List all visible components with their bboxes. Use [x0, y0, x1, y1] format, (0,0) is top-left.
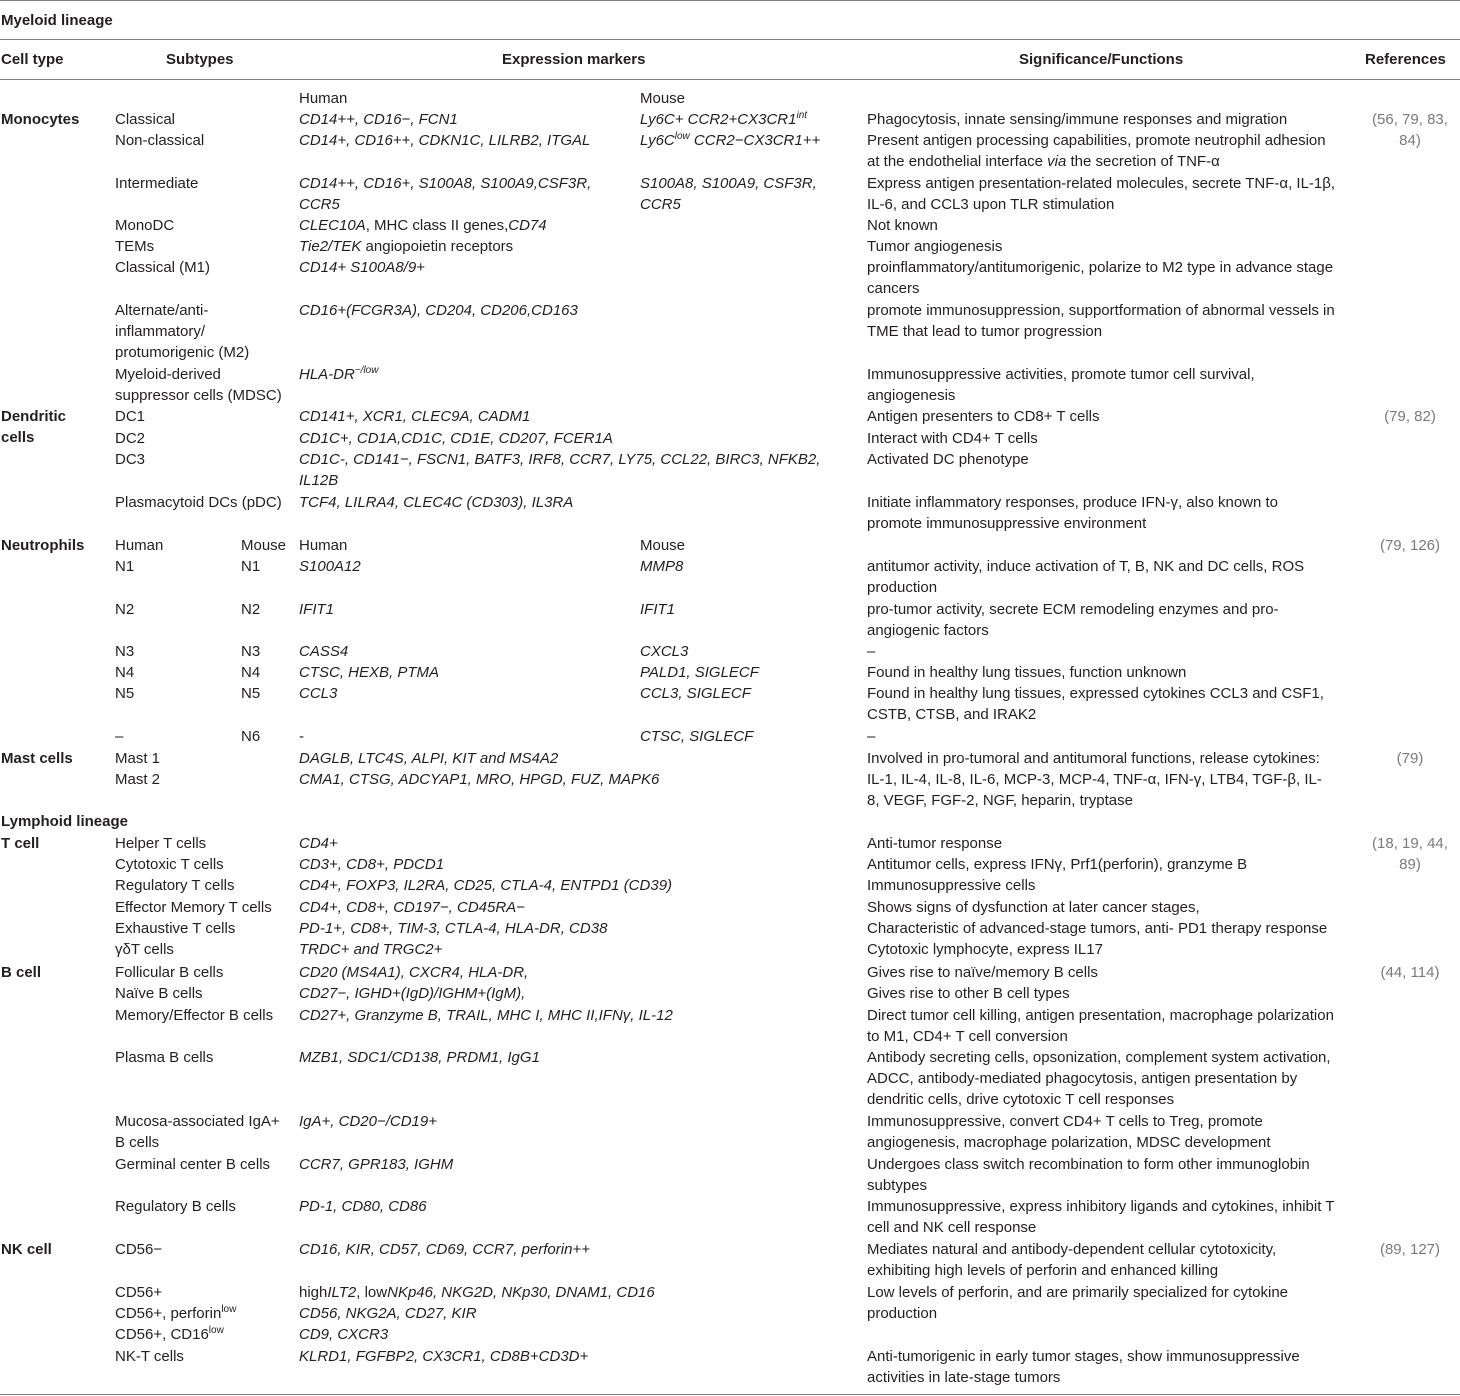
cell-type-mast: Mast cells	[1, 750, 73, 767]
function-naive-b: Gives rise to other B cell types	[867, 985, 1070, 1002]
mouse-markers-n3: CXCL3	[640, 643, 689, 660]
human-markers-plasma-b: MZB1, SDC1/CD138, PRDM1, IgG1	[299, 1049, 540, 1066]
human-markers-dc2: CD1C+, CD1A,CD1C, CD1E, CD207, FCER1A	[299, 430, 613, 447]
function-effector-memory-t: Shows signs of dysfunction at later cancer stages,	[867, 899, 1200, 916]
cell-type-monocytes: Monocytes	[1, 111, 80, 128]
subtype-effector-memory-t: Effector Memory T cells	[115, 899, 272, 916]
subtype-memory-effector-b: Memory/Effector B cells	[115, 1007, 274, 1024]
top-rule	[0, 0, 1460, 1]
function-classical-m1: proinflammatory/antitumorigenic, polarize to M2 type in advance stage cancers	[867, 259, 1334, 297]
human-markers-tems: Tie2/TEK angiopoietin receptors	[299, 238, 514, 255]
function-follicular-b: Gives rise to naïve/memory B cells	[867, 964, 1098, 981]
neutrophil-mouse-n6: N6	[241, 728, 261, 745]
header-markers: Expression markers	[502, 51, 646, 68]
function-non-classical: Present antigen processing capabilities, promote neutrophil adhesion at the endothelial interface via the secretion of TNF-α	[867, 132, 1326, 170]
human-markers-mucosa-iga-b: IgA+, CD20−/CD19+	[299, 1113, 437, 1130]
subtype-tems: TEMs	[115, 238, 155, 255]
subtype-classical-m1: Classical (M1)	[115, 259, 211, 276]
function-mast: Involved in pro-tumoral and antitumoral functions, release cytokines: IL-1, IL-4, IL-8, IL-6, MCP-3, MCP-4, TNF-α, IFN-γ, LTB4, TGF-β, IL- 8, VEGF, FGF-2, NGF, heparin, tryptase	[867, 750, 1322, 809]
subtype-mdsc: Myeloid-derived suppressor cells (MDSC)	[115, 366, 282, 404]
human-markers-classical: CD14++, CD16−, FCN1	[299, 111, 458, 128]
human-markers-effector-memory-t: CD4+, CD8+, CD197−, CD45RA−	[299, 899, 525, 916]
human-markers-cd56-perforin-low: CD56, NKG2A, CD27, KIR	[299, 1305, 477, 1322]
subtype-mast-1: Mast 1	[115, 750, 161, 767]
neutrophil-human-n5: N5	[115, 685, 135, 702]
human-markers-cytotoxic-t: CD3+, CD8+, PDCD1	[299, 856, 445, 873]
subtype-plasma-b: Plasma B cells	[115, 1049, 214, 1066]
subtype-pdc: Plasmacytoid DCs (pDC)	[115, 494, 282, 511]
human-markers-monodc: CLEC10A, MHC class II genes,CD74	[299, 217, 547, 234]
function-pdc: Initiate inflammatory responses, produce IFN-γ, also known to promote immunosuppressive environment	[867, 494, 1279, 532]
human-markers-cd56-pos: highILT2, lowNKp46, NKG2D, NKp30, DNAM1, CD16	[299, 1284, 655, 1301]
function-n4: Found in healthy lung tissues, function unknown	[867, 664, 1187, 681]
refs-monocytes: (56, 79, 83, 84)	[1372, 111, 1448, 149]
function-tems: Tumor angiogenesis	[867, 238, 1003, 255]
header-rule-bottom	[0, 79, 1460, 80]
subtype-helper-t: Helper T cells	[115, 835, 207, 852]
human-markers-n6: -	[299, 728, 304, 745]
refs-neutrophils: (79, 126)	[1379, 537, 1441, 554]
neutrophil-human-n1: N1	[115, 558, 135, 575]
human-markers-exhaustive-t: PD-1+, CD8+, TIM-3, CTLA-4, HLA-DR, CD38	[299, 920, 608, 937]
function-dc3: Activated DC phenotype	[867, 451, 1029, 468]
neutrophil-mouse-n1: N1	[241, 558, 261, 575]
subtype-gamma-delta-t: γδT cells	[115, 941, 174, 958]
function-n5: Found in healthy lung tissues, expressed cytokines CCL3 and CSF1, CSTB, CTSB, and IRAK2	[867, 685, 1324, 723]
subtype-monodc: MonoDC	[115, 217, 175, 234]
bottom-rule	[0, 1394, 1460, 1395]
subtype-non-classical: Non-classical	[115, 132, 205, 149]
refs-bcell: (44, 114)	[1380, 964, 1440, 981]
function-nk-t: Anti-tumorigenic in early tumor stages, show immunosuppressive activities in late-stage tumors	[867, 1348, 1300, 1386]
markers-human-subhead: Human	[299, 90, 348, 107]
subtype-dc2: DC2	[115, 430, 146, 447]
mouse-markers-n1: MMP8	[640, 558, 684, 575]
section-lymphoid: Lymphoid lineage	[1, 813, 128, 830]
neutrophil-human-n3: N3	[115, 643, 135, 660]
human-markers-nk-t: KLRD1, FGFBP2, CX3CR1, CD8B+CD3D+	[299, 1348, 589, 1365]
neutrophil-mouse-n4: N4	[241, 664, 261, 681]
human-markers-dc3: CD1C-, CD141−, FSCN1, BATF3, IRF8, CCR7, LY75, CCL22, BIRC3, NFKB2, IL12B	[299, 451, 821, 489]
cell-type-tcell: T cell	[1, 835, 40, 852]
neutrophil-markers-mouse-subhead: Mouse	[640, 537, 686, 554]
human-markers-gamma-delta-t: TRDC+ and TRGC2+	[299, 941, 443, 958]
human-markers-n2: IFIT1	[299, 601, 335, 618]
cell-type-nkcell: NK cell	[1, 1241, 52, 1258]
header-cell-type: Cell type	[1, 51, 64, 68]
header-rule-top	[0, 39, 1460, 40]
function-gamma-delta-t: Cytotoxic lymphocyte, express IL17	[867, 941, 1103, 958]
subtype-intermediate: Intermediate	[115, 175, 199, 192]
subtype-mast-2: Mast 2	[115, 771, 161, 788]
mouse-markers-n6: CTSC, SIGLECF	[640, 728, 754, 745]
mouse-markers-classical: $Ly6C+ CCR2+CX3CR1^{int}$	[640, 110, 808, 128]
neutrophil-subhead-mouse: Mouse	[241, 537, 287, 554]
human-markers-dc1: CD141+, XCR1, CLEC9A, CADM1	[299, 408, 531, 425]
subtype-mucosa-iga-b: Mucosa-associated IgA+ B cells	[115, 1113, 280, 1151]
function-regulatory-b: Immunosuppressive, express inhibitory ligands and cytokines, inhibit T cell and NK cell response	[867, 1198, 1335, 1236]
human-markers-m2: CD16+(FCGR3A), CD204, CD206,CD163	[299, 302, 578, 319]
refs-dendritic: (79, 82)	[1384, 408, 1436, 425]
neutrophil-subhead-human: Human	[115, 537, 164, 554]
subtype-naive-b: Naïve B cells	[115, 985, 203, 1002]
function-n1: antitumor activity, induce activation of T, B, NK and DC cells, ROS production	[867, 558, 1305, 596]
subtype-regulatory-b: Regulatory B cells	[115, 1198, 236, 1215]
function-mucosa-iga-b: Immunosuppressive, convert CD4+ T cells to Treg, promote angiogenesis, macrophage polarization, MDSC development	[867, 1113, 1271, 1151]
neutrophil-mouse-n5: N5	[241, 685, 261, 702]
function-helper-t: Anti-tumor response	[867, 835, 1003, 852]
function-cytotoxic-t: Antitumor cells, express IFNγ, Prf1(perforin), granzyme B	[867, 856, 1248, 873]
subtype-cd56-pos: CD56+	[115, 1284, 163, 1301]
human-markers-regulatory-b: PD-1, CD80, CD86	[299, 1198, 427, 1215]
human-markers-mdsc: HLA-$DR^{-/low}$	[299, 365, 379, 383]
subtype-cd56-cd16-low: CD56+, $CD16^{low}$	[115, 1325, 224, 1343]
header-functions: Significance/Functions	[1019, 51, 1184, 68]
refs-mast: (79)	[1396, 750, 1424, 767]
subtype-regulatory-t: Regulatory T cells	[115, 877, 235, 894]
section-myeloid: Myeloid lineage	[1, 12, 113, 29]
human-markers-regulatory-t: CD4+, FOXP3, IL2RA, CD25, CTLA-4, ENTPD1 (CD39)	[299, 877, 673, 894]
refs-tcell: (18, 19, 44, 89)	[1372, 835, 1448, 873]
human-markers-n3: CASS4	[299, 643, 349, 660]
human-markers-helper-t: CD4+	[299, 835, 338, 852]
human-markers-n5: CCL3	[299, 685, 338, 702]
human-markers-cd56-cd16-low: CD9, CXCR3	[299, 1326, 389, 1343]
neutrophil-mouse-n2: N2	[241, 601, 261, 618]
human-markers-classical-m1: CD14+ S100A8/9+	[299, 259, 425, 276]
function-plasma-b: Antibody secreting cells, opsonization, complement system activation, ADCC, antibody-mediated phagocytosis, antigen presentation by dendritic cells, drive cytotoxic T cell responses	[867, 1049, 1331, 1108]
function-regulatory-t: Immunosuppressive cells	[867, 877, 1036, 894]
subtype-germinal-center-b: Germinal center B cells	[115, 1156, 271, 1173]
subtype-follicular-b: Follicular B cells	[115, 964, 224, 981]
mouse-markers-n2: IFIT1	[640, 601, 676, 618]
neutrophil-markers-human-subhead: Human	[299, 537, 348, 554]
human-markers-pdc: TCF4, LILRA4, CLEC4C (CD303), IL3RA	[299, 494, 574, 511]
header-references: References	[1365, 51, 1446, 68]
header-subtypes: Subtypes	[166, 51, 234, 68]
function-monodc: Not known	[867, 217, 938, 234]
mouse-markers-n5: CCL3, SIGLECF	[640, 685, 751, 702]
subtype-exhaustive-t: Exhaustive T cells	[115, 920, 236, 937]
cell-type-dendritic: Dendritic cells	[1, 408, 67, 446]
function-cd56-pos: Low levels of perforin, and are primarily specialized for cytokine production	[867, 1284, 1289, 1322]
human-markers-n1: S100A12	[299, 558, 361, 575]
human-markers-mast-2: CMA1, CTSG, ADCYAP1, MRO, HPGD, FUZ, MAPK6	[299, 771, 660, 788]
neutrophil-human-n2: N2	[115, 601, 135, 618]
subtype-dc3: DC3	[115, 451, 146, 468]
human-markers-non-classical: CD14+, CD16++, CDKN1C, LILRB2, ITGAL	[299, 132, 591, 149]
neutrophil-human-n6: –	[115, 728, 124, 745]
human-markers-cd56-neg: CD16, KIR, CD57, CD69, CCR7, perforin++	[299, 1241, 590, 1258]
mouse-markers-n4: PALD1, SIGLECF	[640, 664, 759, 681]
neutrophil-human-n4: N4	[115, 664, 135, 681]
function-exhaustive-t: Characteristic of advanced-stage tumors, anti- PD1 therapy response	[867, 920, 1328, 937]
human-markers-follicular-b: CD20 (MS4A1), CXCR4, HLA-DR,	[299, 964, 529, 981]
function-m2: promote immunosuppression, supportformation of abnormal vessels in TME that lead to tumor progression	[867, 302, 1335, 340]
subtype-cd56-perforin-low: CD56+, perforin$^{low}$	[115, 1304, 237, 1322]
subtype-m2: Alternate/anti- inflammatory/ protumorigenic (M2)	[115, 302, 250, 361]
function-n6: –	[867, 728, 876, 745]
human-markers-intermediate: CD14++, CD16+, S100A8, S100A9,CSF3R, CCR5	[299, 175, 592, 213]
mouse-markers-non-classical: $Ly6C^{low}$ CCR2−CX3CR1++	[640, 131, 821, 149]
neutrophil-mouse-n3: N3	[241, 643, 261, 660]
markers-mouse-subhead: Mouse	[640, 90, 686, 107]
subtype-nk-t: NK-T cells	[115, 1348, 184, 1365]
human-markers-memory-effector-b: CD27+, Granzyme B, TRAIL, MHC I, MHC II,IFNγ, IL-12	[299, 1007, 673, 1024]
subtype-classical: Classical	[115, 111, 176, 128]
function-germinal-center-b: Undergoes class switch recombination to form other immunoglobin subtypes	[867, 1156, 1310, 1194]
cell-type-neutrophils: Neutrophils	[1, 537, 85, 554]
function-intermediate: Express antigen presentation-related molecules, secrete TNF-α, IL-1β, IL-6, and CCL3 upon TLR stimulation	[867, 175, 1336, 213]
function-cd56-neg: Mediates natural and antibody-dependent cellular cytotoxicity, exhibiting high levels of perforin and enhanced killing	[867, 1241, 1277, 1279]
function-memory-effector-b: Direct tumor cell killing, antigen presentation, macrophage polarization to M1, CD4+ T cell conversion	[867, 1007, 1334, 1045]
function-classical: Phagocytosis, innate sensing/immune responses and migration	[867, 111, 1288, 128]
human-markers-germinal-center-b: CCR7, GPR183, IGHM	[299, 1156, 454, 1173]
mouse-markers-intermediate: S100A8, S100A9, CSF3R, CCR5	[640, 175, 817, 213]
subtype-dc1: DC1	[115, 408, 146, 425]
refs-nkcell: (89, 127)	[1379, 1241, 1441, 1258]
human-markers-mast-1: DAGLB, LTC4S, ALPI, KIT and MS4A2	[299, 750, 559, 767]
subtype-cytotoxic-t: Cytotoxic T cells	[115, 856, 224, 873]
cell-type-bcell: B cell	[1, 964, 42, 981]
function-n3: –	[867, 643, 876, 660]
subtype-cd56-neg: CD56−	[115, 1241, 163, 1258]
human-markers-n4: CTSC, HEXB, PTMA	[299, 664, 440, 681]
human-markers-naive-b: CD27−, IGHD+(IgD)/IGHM+(IgM),	[299, 985, 526, 1002]
function-dc1: Antigen presenters to CD8+ T cells	[867, 408, 1100, 425]
function-n2: pro-tumor activity, secrete ECM remodeling enzymes and pro- angiogenic factors	[867, 601, 1279, 639]
function-mdsc: Immunosuppressive activities, promote tumor cell survival, angiogenesis	[867, 366, 1255, 404]
function-dc2: Interact with CD4+ T cells	[867, 430, 1038, 447]
